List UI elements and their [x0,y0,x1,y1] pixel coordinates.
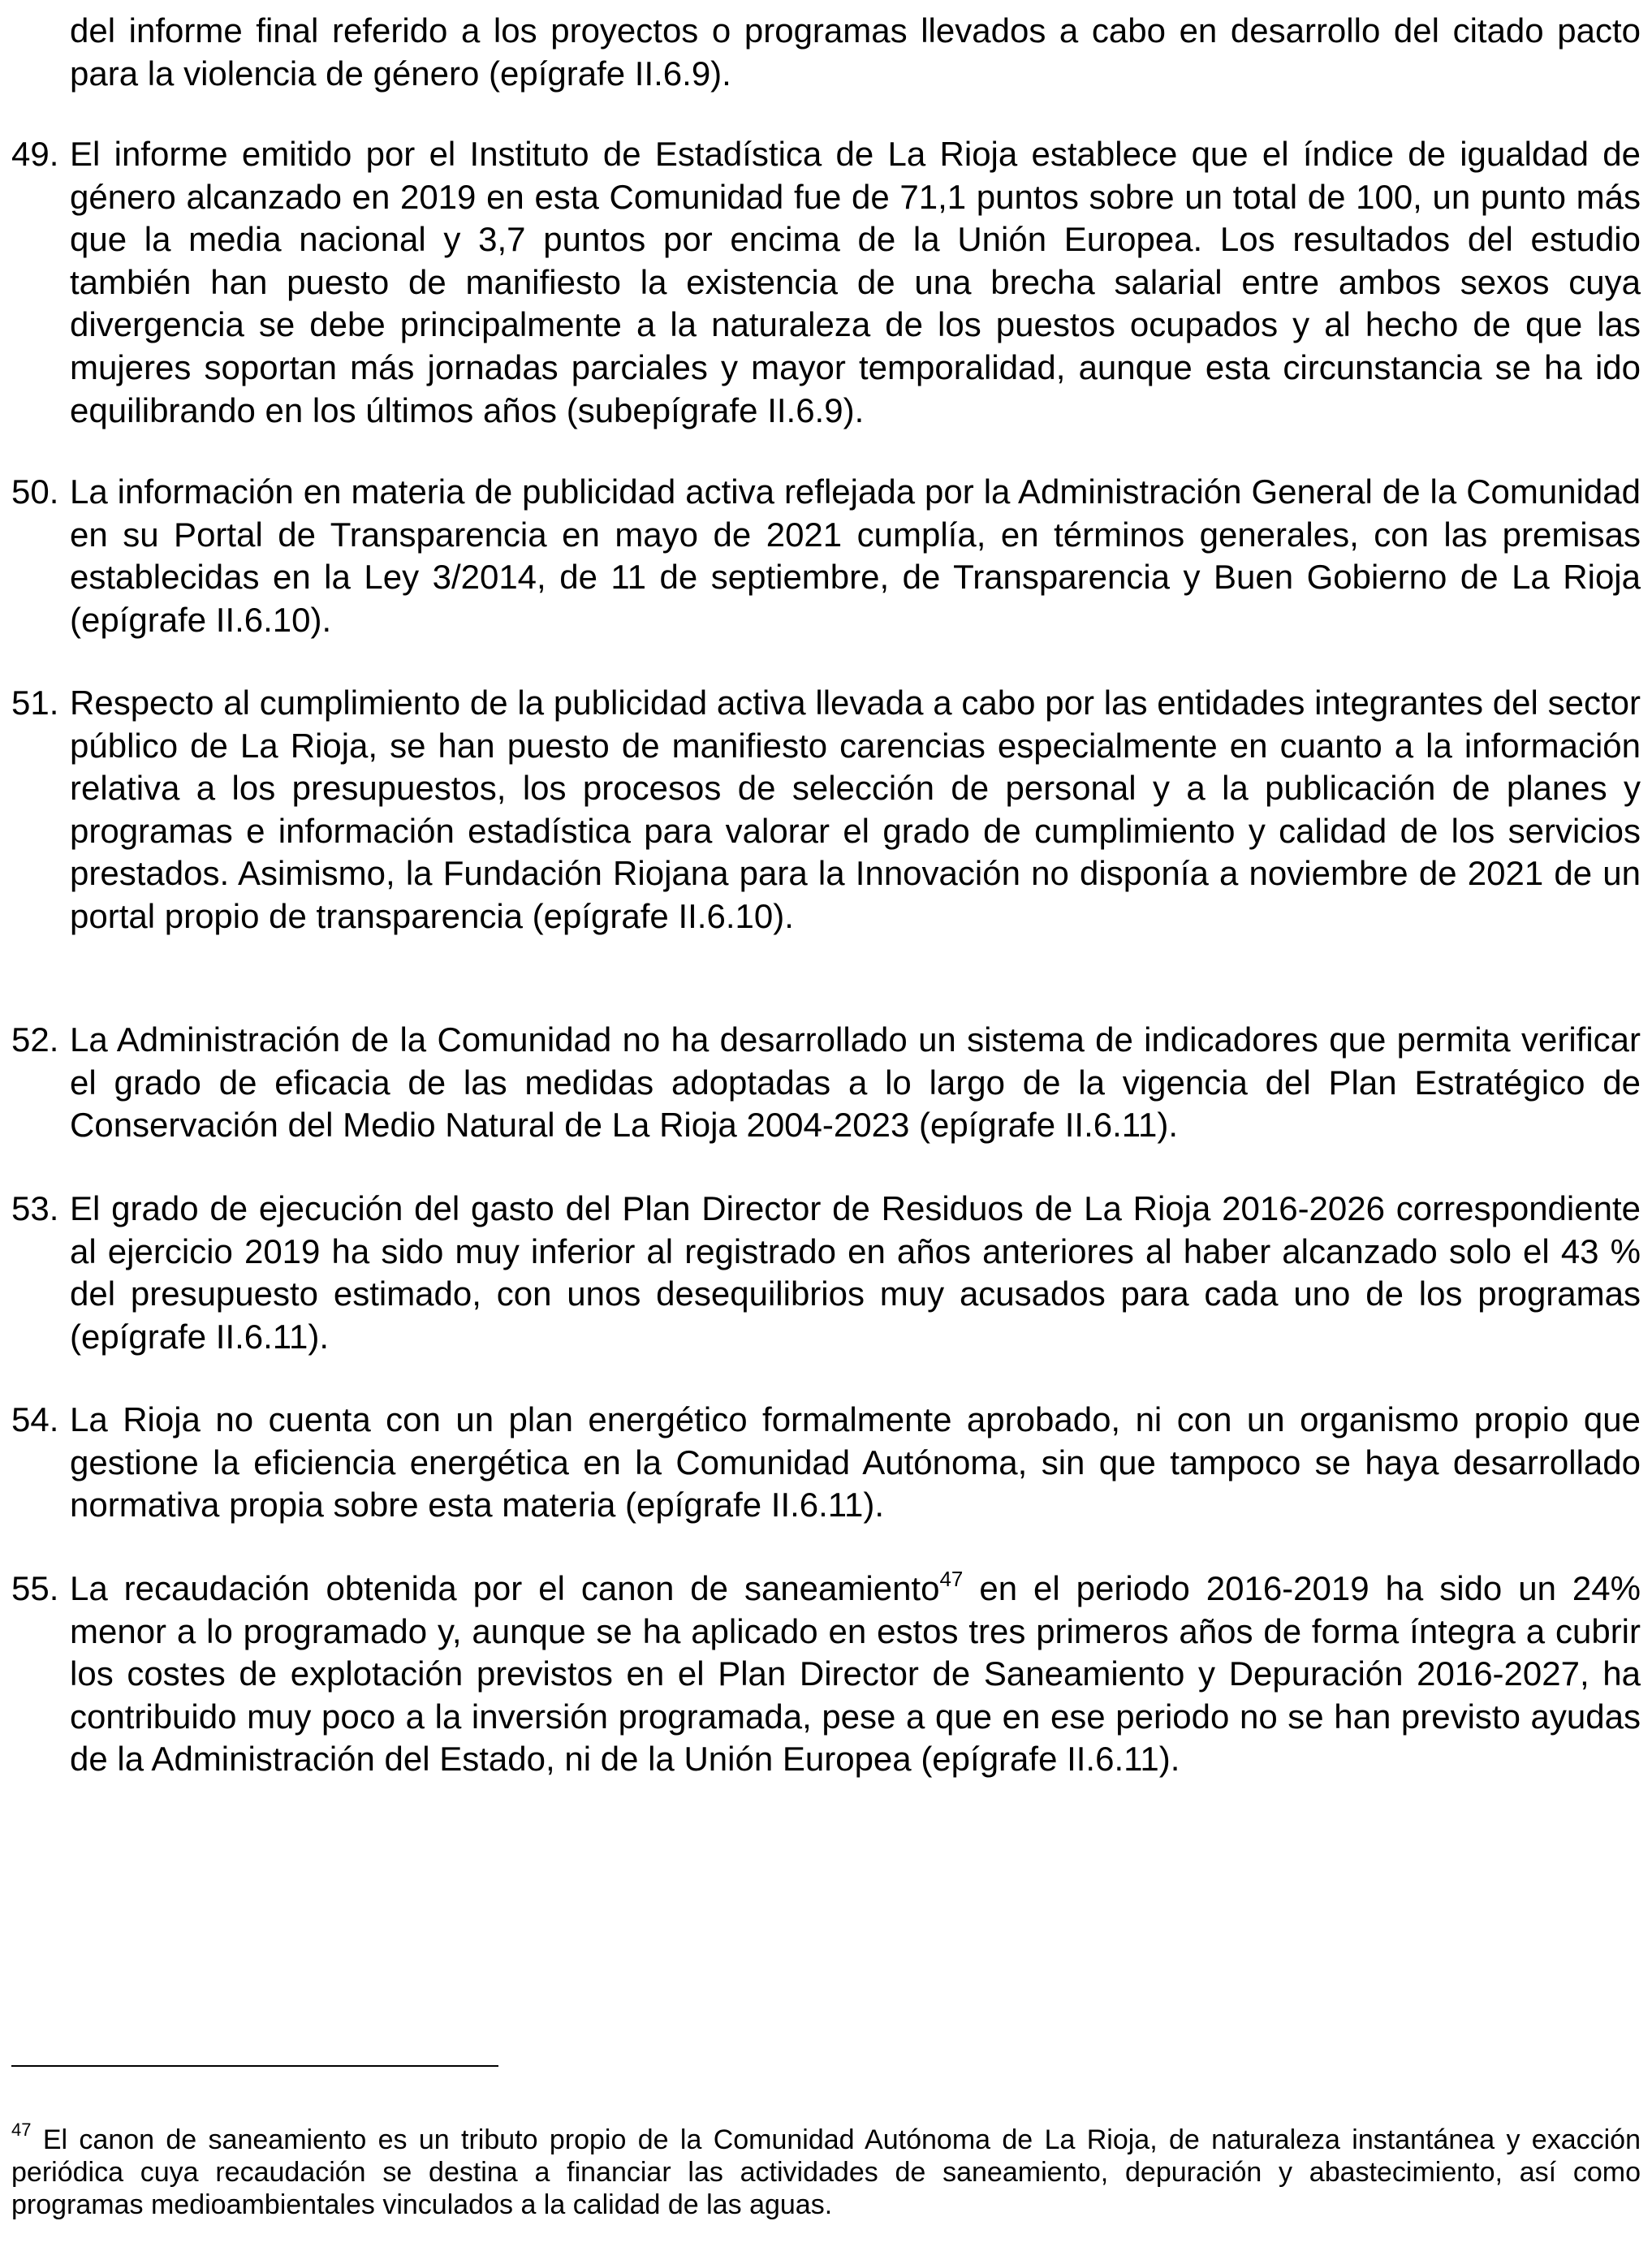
item-text: El informe emitido por el Instituto de Estadística de La Rioja establece que el índice de igualdad de género alcanzado en 2019 en esta Comunidad fue de 71,1 puntos sobre un total de 100, un punto más que la media nacional y 3,7 puntos por encima de la Unión Europea. Los resultados del estudio también han puesto de manifiesto la existencia de una brecha salarial entre ambos sexos cuya divergencia se debe principalmente a la naturaleza de los puestos ocupados y al hecho de que las mujeres soportan más jornadas parciales y mayor temporalidad, aunque esta circunstancia se ha ido equilibrando en los últimos años (subepígrafe II.6.9). [70,135,1641,429]
item-number: 51. [11,684,59,722]
list-item-50 [11,471,1641,641]
list-item-49 [11,133,1641,432]
item-text-after-ref: en el periodo 2016-2019 ha sido un 24% menor a lo programado y, aunque se ha aplicado en estos tres primeros años de forma íntegra a cubrir los costes de explotación previstos en el Plan Director de Saneamiento y Depuración 2016-2027, ha contribuido muy poco a la inversión programada, pese a que en ese periodo no se han previsto ayudas de la Administración del Estado, ni de la Unión Europea (epígrafe II.6.11). [70,1569,1641,1779]
item-number: 50. [11,472,59,511]
continuation-paragraph [70,10,1641,95]
item-text: La Administración de la Comunidad no ha desarrollado un sistema de indicadores que permita verificar el grado de eficacia de las medidas adoptadas a lo largo de la vigencia del Plan Estratégico de Conservación del Medio Natural de La Rioja 2004-2023 (epígrafe II.6.11). [70,1020,1641,1145]
footnote-reference: 47 [939,1567,964,1591]
item-number: 49. [11,135,59,173]
list-item-51 [11,682,1641,938]
item-text: La información en materia de publicidad activa reflejada por la Administración General de la Comunidad en su Portal de Transparencia en mayo de 2021 cumplía, en términos generales, con las premisas establecidas en la Ley 3/2014, de 11 de septiembre, de Transparencia y Buen Gobierno de La Rioja (epígrafe II.6.10). [70,472,1641,639]
item-text: La Rioja no cuenta con un plan energético formalmente aprobado, ni con un organismo propio que gestione la eficiencia energética en la Comunidad Autónoma, sin que tampoco se haya desarrollado normativa propia sobre esta materia (epígrafe II.6.11). [70,1400,1641,1525]
item-text-before-ref: La recaudación obtenida por el canon de saneamiento [70,1569,940,1607]
list-item-54 [11,1399,1641,1527]
item-text: Respecto al cumplimiento de la publicidad activa llevada a cabo por las entidades integrantes del sector público de La Rioja, se han puesto de manifiesto carencias especialmente en cuanto a la información relativa a los presupuestos, los procesos de selección de personal y a la publicación de planes y programas e información estadística para valorar el grado de cumplimiento y calidad de los servicios prestados. Asimismo, la Fundación Riojana para la Innovación no disponía a noviembre de 2021 de un portal propio de transparencia (epígrafe II.6.10). [70,684,1641,935]
item-number: 55. [11,1569,59,1607]
item-number: 54. [11,1400,59,1438]
footnote-separator [11,2065,498,2067]
continuation-text: del informe final referido a los proyectos o programas llevados a cabo en desarrollo del citado pacto para la violencia de género (epígrafe II.6.9). [70,11,1641,93]
list-item-53 [11,1188,1641,1358]
footnote-number: 47 [11,2119,32,2140]
footnote [11,2119,1641,2221]
item-number: 53. [11,1189,59,1227]
item-text: El grado de ejecución del gasto del Plan Director de Residuos de La Rioja 2016-2026 correspondiente al ejercicio 2019 ha sido muy inferior al registrado en años anteriores al haber alcanzado solo el 43 % del presupuesto estimado, con unos desequilibrios muy acusados para cada uno de los programas (epígrafe II.6.11). [70,1189,1641,1356]
item-text [70,1568,1641,1781]
list-item-55 [11,1567,1641,1781]
item-number: 52. [11,1020,59,1059]
list-item-52 [11,1019,1641,1147]
footnote-text: El canon de saneamiento es un tributo propio de la Comunidad Autónoma de La Rioja, de naturaleza instantánea y exacción periódica cuya recaudación se destina a financiar las actividades de saneamiento, depuración y abastecimiento, así como programas medioambientales vinculados a la calidad de las aguas. [11,2124,1641,2220]
